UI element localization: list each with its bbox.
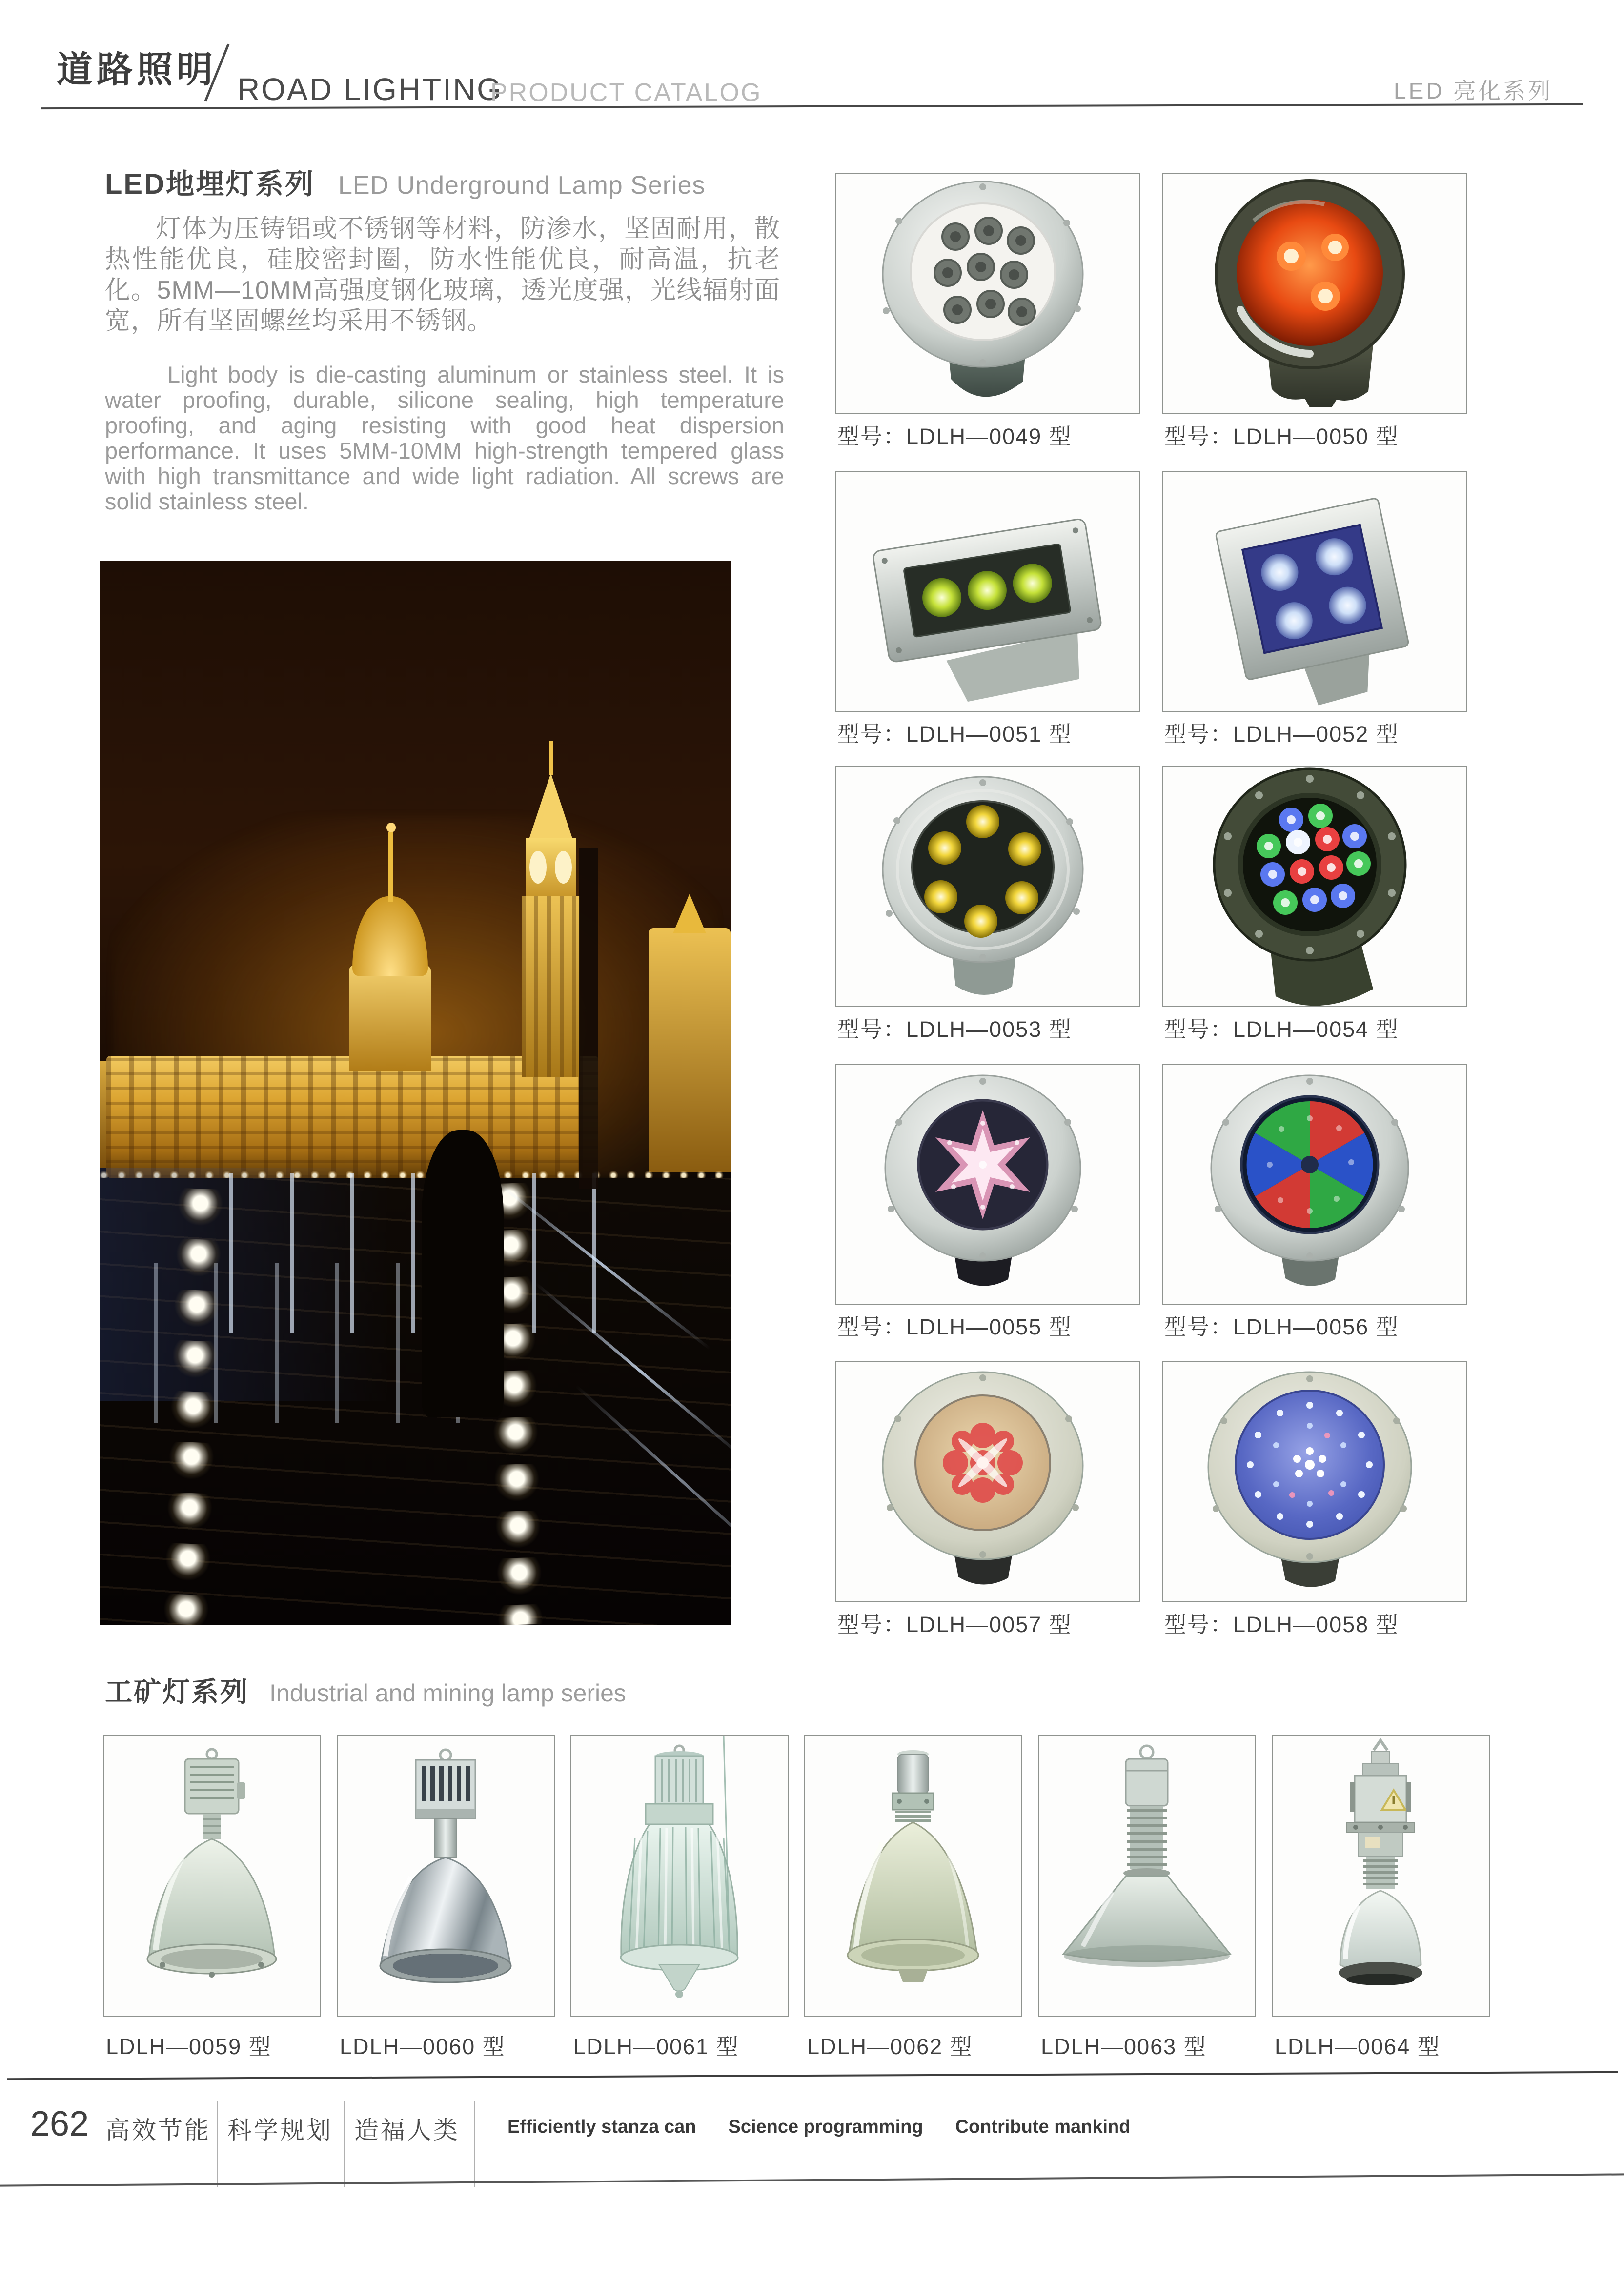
building-right bbox=[649, 928, 731, 1172]
footer-divider bbox=[217, 2101, 218, 2187]
product-image-ldlh-0057 bbox=[835, 1361, 1140, 1602]
brand-title-cn: 道路照明 bbox=[57, 49, 217, 90]
stair-lights-left-column bbox=[149, 1188, 238, 1625]
clock-tower-clockface bbox=[526, 838, 576, 896]
product-image-ldlh-0051 bbox=[835, 471, 1140, 712]
product-model-label: LDLH—0062 型 bbox=[807, 2034, 973, 2059]
underground-lamp-pinwheel-art bbox=[1163, 1065, 1466, 1304]
night-scene-photo bbox=[100, 561, 731, 1625]
product-model-label: LDLH—0064 型 bbox=[1275, 2034, 1441, 2059]
product-model-label: LDLH—0060 型 bbox=[340, 2034, 506, 2059]
product-image-ldlh-0054 bbox=[1162, 766, 1467, 1007]
series-label: LED 亮化系列 bbox=[1394, 78, 1553, 103]
brand-title-en: ROAD LIGHTING bbox=[237, 72, 503, 107]
explosionproof-lamp-art bbox=[1273, 1736, 1489, 2016]
section-title-underground bbox=[105, 161, 706, 202]
product-image-ldlh-0060 bbox=[337, 1735, 555, 2017]
product-model-label: LDLH—0059 型 bbox=[106, 2034, 272, 2059]
product-image-ldlh-0062 bbox=[804, 1735, 1022, 2017]
clock-tower-roof bbox=[529, 773, 572, 838]
bell-highbay-art bbox=[805, 1736, 1021, 2016]
footer-slogan-en: Contribute mankind bbox=[955, 2117, 1131, 2137]
dome-building-drum bbox=[349, 965, 431, 1071]
product-image-ldlh-0052 bbox=[1162, 471, 1467, 712]
clock-tower bbox=[519, 768, 582, 1077]
product-image-ldlh-0056 bbox=[1162, 1064, 1467, 1305]
footer-divider bbox=[344, 2101, 345, 2187]
product-model-label: 型号：LDLH—0051 型 bbox=[837, 722, 1072, 747]
section-title-en: LED Underground Lamp Series bbox=[338, 171, 706, 200]
aluminum-highbay-art bbox=[338, 1736, 554, 2016]
clock-tower-spike bbox=[549, 741, 553, 775]
prismatic-highbay-art bbox=[571, 1736, 788, 2016]
product-model-label: LDLH—0061 型 bbox=[573, 2034, 739, 2059]
underground-lamp-rgb-art bbox=[1163, 767, 1466, 1006]
footer-top-rule bbox=[7, 2071, 1618, 2080]
page-number: 262 bbox=[30, 2104, 89, 2143]
underground-lamp-6yellow-art bbox=[836, 767, 1139, 1006]
section-title-cn: LED地埋灯系列 bbox=[105, 168, 315, 200]
cone-highbay-art bbox=[1039, 1736, 1255, 2016]
catalog-subtitle: PRODUCT CATALOG bbox=[490, 79, 762, 107]
product-image-ldlh-0063 bbox=[1038, 1735, 1256, 2017]
highbay-lamp-art bbox=[104, 1736, 320, 2016]
underground-lamp-9led-art bbox=[836, 174, 1139, 413]
product-image-ldlh-0058 bbox=[1162, 1361, 1467, 1602]
product-model-label: 型号：LDLH—0054 型 bbox=[1164, 1017, 1399, 1042]
description-en: Light body is die-casting aluminum or stainless steel. It is water proofing, durable, silicone sealing, high temperature proofing, and aging resisting with good heat dispersion performance. It uses 5MM-10MM high-strength tempered glass with high transmittance and wide light radiation. All screws are solid stainless steel. bbox=[105, 362, 784, 514]
product-image-ldlh-0050 bbox=[1162, 173, 1467, 414]
person-silhouette bbox=[422, 1130, 504, 1417]
product-model-label: 型号：LDLH—0055 型 bbox=[837, 1314, 1072, 1339]
section-title-mining bbox=[105, 1671, 626, 1710]
underground-lamp-red-art bbox=[1163, 174, 1466, 413]
underground-lamp-square-art bbox=[1163, 472, 1466, 711]
mining-title-en: Industrial and mining lamp series bbox=[269, 1679, 626, 1707]
product-image-ldlh-0053 bbox=[835, 766, 1140, 1007]
underground-lamp-blue-art bbox=[1163, 1362, 1466, 1601]
footer-slogan-en: Science programming bbox=[728, 2117, 923, 2137]
footer-slogan-en: Efficiently stanza can bbox=[508, 2117, 696, 2137]
dome-spire-ball bbox=[386, 823, 396, 832]
product-model-label: 型号：LDLH—0058 型 bbox=[1164, 1612, 1399, 1637]
product-model-label: 型号：LDLH—0057 型 bbox=[837, 1612, 1072, 1637]
description-cn: 灯体为压铸铝或不锈钢等材料，防渗水，坚固耐用，散热性能优良，硅胶密封圈，防水性能优良，耐高温，抗老化。5MM—10MM高强度钢化玻璃，透光度强，光线辐射面宽，所有坚固螺丝均采用不锈钢。 bbox=[105, 215, 780, 335]
product-model-label: 型号：LDLH—0056 型 bbox=[1164, 1314, 1399, 1339]
product-image-ldlh-0064 bbox=[1272, 1735, 1490, 2017]
product-image-ldlh-0059 bbox=[103, 1735, 321, 2017]
product-image-ldlh-0049 bbox=[835, 173, 1140, 414]
footer-slogan-cn: 科学规划 bbox=[227, 2117, 333, 2144]
product-image-ldlh-0061 bbox=[570, 1735, 789, 2017]
product-model-label: 型号：LDLH—0049 型 bbox=[837, 424, 1072, 449]
product-model-label: 型号：LDLH—0052 型 bbox=[1164, 722, 1399, 747]
product-model-label: 型号：LDLH—0050 型 bbox=[1164, 424, 1399, 449]
mining-title-cn: 工矿灯系列 bbox=[105, 1676, 249, 1707]
underground-lamp-star-art bbox=[836, 1065, 1139, 1304]
clock-tower-shaft bbox=[522, 896, 580, 1077]
dome-spire bbox=[388, 832, 393, 902]
footer-bottom-rule bbox=[0, 2173, 1624, 2186]
product-model-label: 型号：LDLH—0053 型 bbox=[837, 1017, 1072, 1042]
product-image-ldlh-0055 bbox=[835, 1064, 1140, 1305]
footer-slogans-en bbox=[508, 2117, 1162, 2138]
footer-slogan-cn: 高效节能 bbox=[105, 2117, 211, 2144]
mast-silhouette bbox=[579, 848, 598, 1189]
underground-lamp-rect-art bbox=[836, 472, 1139, 711]
underground-lamp-redflower-art bbox=[836, 1362, 1139, 1601]
footer-divider bbox=[474, 2101, 475, 2187]
footer-slogan-cn: 造福人类 bbox=[354, 2117, 460, 2144]
product-model-label: LDLH—0063 型 bbox=[1041, 2034, 1207, 2059]
